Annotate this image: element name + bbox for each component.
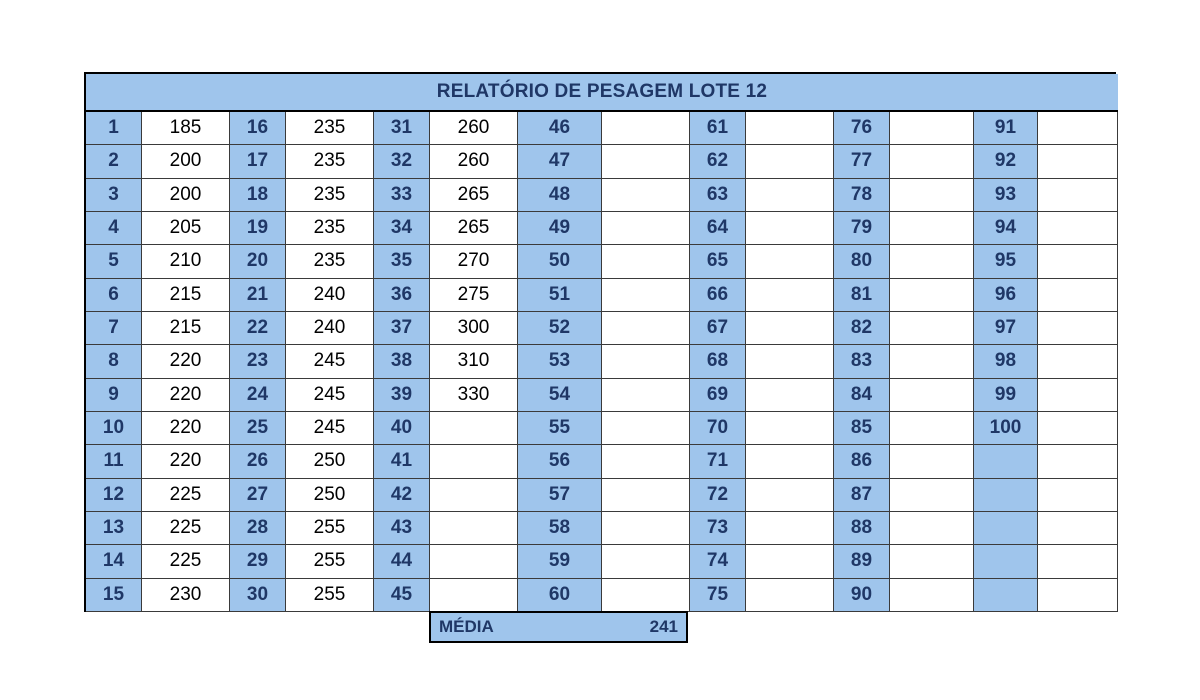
animal-number-cell: 16: [230, 112, 286, 145]
weight-value-cell: [1038, 212, 1118, 245]
weight-value-cell: [746, 579, 834, 612]
weight-value-cell: [602, 379, 690, 412]
animal-number-cell: 96: [974, 279, 1038, 312]
average-summary: [429, 611, 688, 643]
weight-value-cell: [746, 145, 834, 178]
weight-value-cell: 235: [286, 212, 374, 245]
animal-number-cell: 5: [86, 245, 142, 278]
weight-value-cell: 215: [142, 279, 230, 312]
animal-number-cell: 27: [230, 479, 286, 512]
weight-value-cell: [1038, 345, 1118, 378]
animal-number-cell: 78: [834, 179, 890, 212]
weight-value-cell: [1038, 379, 1118, 412]
weight-value-cell: [430, 445, 518, 478]
animal-number-cell: 17: [230, 145, 286, 178]
weight-value-cell: 255: [286, 579, 374, 612]
weight-value-cell: [890, 345, 974, 378]
animal-number-cell: 69: [690, 379, 746, 412]
animal-number-cell: 13: [86, 512, 142, 545]
animal-number-cell: 22: [230, 312, 286, 345]
animal-number-cell: 49: [518, 212, 602, 245]
weight-value-cell: [430, 412, 518, 445]
weight-value-cell: [1038, 145, 1118, 178]
animal-number-cell: 100: [974, 412, 1038, 445]
animal-number-cell: 46: [518, 112, 602, 145]
weight-value-cell: [890, 212, 974, 245]
animal-number-cell: 65: [690, 245, 746, 278]
weight-value-cell: 300: [430, 312, 518, 345]
weight-value-cell: [890, 445, 974, 478]
animal-number-cell: 52: [518, 312, 602, 345]
weight-value-cell: 200: [142, 179, 230, 212]
weight-value-cell: 235: [286, 145, 374, 178]
weight-value-cell: 265: [430, 212, 518, 245]
weight-value-cell: 240: [286, 279, 374, 312]
animal-number-cell: 61: [690, 112, 746, 145]
animal-number-cell: 30: [230, 579, 286, 612]
animal-number-cell: 8: [86, 345, 142, 378]
animal-number-cell: 4: [86, 212, 142, 245]
weight-value-cell: [746, 545, 834, 578]
weight-value-cell: [602, 245, 690, 278]
weight-value-cell: [746, 279, 834, 312]
animal-number-cell: 32: [374, 145, 430, 178]
animal-number-cell: 21: [230, 279, 286, 312]
weight-value-cell: [890, 312, 974, 345]
weight-value-cell: [430, 512, 518, 545]
weight-value-cell: [602, 479, 690, 512]
weight-value-cell: 265: [430, 179, 518, 212]
weight-value-cell: [890, 145, 974, 178]
weight-value-cell: [890, 512, 974, 545]
weight-value-cell: [430, 479, 518, 512]
animal-number-cell: 20: [230, 245, 286, 278]
animal-number-cell: 33: [374, 179, 430, 212]
animal-number-cell: 15: [86, 579, 142, 612]
animal-number-cell: 92: [974, 145, 1038, 178]
animal-number-cell: 44: [374, 545, 430, 578]
weight-value-cell: [746, 445, 834, 478]
animal-number-cell: 3: [86, 179, 142, 212]
animal-number-cell: 40: [374, 412, 430, 445]
weight-value-cell: [746, 379, 834, 412]
weight-value-cell: [890, 112, 974, 145]
animal-number-cell: 74: [690, 545, 746, 578]
animal-number-cell: 88: [834, 512, 890, 545]
average-value: 241: [649, 617, 678, 636]
weighing-report-table: [84, 72, 1116, 612]
weight-value-cell: [1038, 279, 1118, 312]
weight-value-cell: [890, 245, 974, 278]
weight-value-cell: 225: [142, 545, 230, 578]
weight-value-cell: [1038, 445, 1118, 478]
animal-number-cell: 81: [834, 279, 890, 312]
animal-number-cell: 89: [834, 545, 890, 578]
animal-number-cell: 60: [518, 579, 602, 612]
animal-number-cell: 97: [974, 312, 1038, 345]
weight-value-cell: [1038, 412, 1118, 445]
animal-number-cell: 34: [374, 212, 430, 245]
weight-value-cell: [1038, 579, 1118, 612]
animal-number-cell: 71: [690, 445, 746, 478]
animal-number-cell: 76: [834, 112, 890, 145]
animal-number-cell: 35: [374, 245, 430, 278]
weight-value-cell: 245: [286, 412, 374, 445]
weight-value-cell: 255: [286, 512, 374, 545]
animal-number-cell: 24: [230, 379, 286, 412]
weight-value-cell: [746, 245, 834, 278]
animal-number-cell: 70: [690, 412, 746, 445]
weight-value-cell: [746, 312, 834, 345]
weight-value-cell: 250: [286, 445, 374, 478]
report-title: RELATÓRIO DE PESAGEM LOTE 12: [86, 74, 1118, 112]
animal-number-cell: 82: [834, 312, 890, 345]
weight-value-cell: 275: [430, 279, 518, 312]
weight-value-cell: [890, 479, 974, 512]
weight-value-cell: [602, 112, 690, 145]
weight-value-cell: [1038, 545, 1118, 578]
weight-value-cell: 245: [286, 345, 374, 378]
animal-number-cell: 68: [690, 345, 746, 378]
animal-number-cell: 95: [974, 245, 1038, 278]
weight-value-cell: [1038, 512, 1118, 545]
weight-value-cell: [746, 112, 834, 145]
weight-value-cell: [746, 479, 834, 512]
animal-number-cell: 12: [86, 479, 142, 512]
weight-value-cell: 205: [142, 212, 230, 245]
weight-value-cell: [602, 179, 690, 212]
animal-number-cell: 62: [690, 145, 746, 178]
weight-value-cell: 220: [142, 412, 230, 445]
animal-number-cell: 36: [374, 279, 430, 312]
animal-number-cell: 47: [518, 145, 602, 178]
weight-value-cell: 270: [430, 245, 518, 278]
weight-value-cell: 215: [142, 312, 230, 345]
weight-value-cell: 260: [430, 145, 518, 178]
weight-value-cell: [1038, 179, 1118, 212]
weight-value-cell: 255: [286, 545, 374, 578]
animal-number-cell: 64: [690, 212, 746, 245]
animal-number-cell: [974, 445, 1038, 478]
animal-number-cell: 59: [518, 545, 602, 578]
animal-number-cell: 72: [690, 479, 746, 512]
animal-number-cell: 50: [518, 245, 602, 278]
animal-number-cell: 2: [86, 145, 142, 178]
animal-number-cell: 7: [86, 312, 142, 345]
weight-value-cell: [430, 579, 518, 612]
weight-value-cell: [602, 412, 690, 445]
animal-number-cell: 55: [518, 412, 602, 445]
weight-value-cell: 220: [142, 379, 230, 412]
weight-value-cell: 240: [286, 312, 374, 345]
weight-value-cell: 210: [142, 245, 230, 278]
animal-number-cell: 94: [974, 212, 1038, 245]
animal-number-cell: 83: [834, 345, 890, 378]
animal-number-cell: 77: [834, 145, 890, 178]
animal-number-cell: 10: [86, 412, 142, 445]
animal-number-cell: 45: [374, 579, 430, 612]
animal-number-cell: 67: [690, 312, 746, 345]
weight-value-cell: [1038, 479, 1118, 512]
animal-number-cell: 90: [834, 579, 890, 612]
average-label: MÉDIA: [439, 617, 494, 636]
animal-number-cell: 18: [230, 179, 286, 212]
weight-value-cell: 235: [286, 179, 374, 212]
weight-value-cell: [602, 212, 690, 245]
animal-number-cell: 98: [974, 345, 1038, 378]
weight-value-cell: [746, 212, 834, 245]
animal-number-cell: 14: [86, 545, 142, 578]
animal-number-cell: 11: [86, 445, 142, 478]
animal-number-cell: 99: [974, 379, 1038, 412]
weight-value-cell: [602, 279, 690, 312]
weight-value-cell: [890, 379, 974, 412]
animal-number-cell: 38: [374, 345, 430, 378]
weight-value-cell: [602, 345, 690, 378]
animal-number-cell: [974, 579, 1038, 612]
animal-number-cell: 39: [374, 379, 430, 412]
animal-number-cell: 87: [834, 479, 890, 512]
weight-value-cell: 220: [142, 445, 230, 478]
weight-value-cell: 235: [286, 112, 374, 145]
animal-number-cell: 73: [690, 512, 746, 545]
animal-number-cell: 9: [86, 379, 142, 412]
weight-value-cell: 225: [142, 512, 230, 545]
animal-number-cell: 28: [230, 512, 286, 545]
animal-number-cell: 37: [374, 312, 430, 345]
weight-value-cell: [1038, 312, 1118, 345]
weight-value-cell: 235: [286, 245, 374, 278]
animal-number-cell: 85: [834, 412, 890, 445]
weight-value-cell: [746, 412, 834, 445]
animal-number-cell: 51: [518, 279, 602, 312]
weight-value-cell: [1038, 245, 1118, 278]
weight-value-cell: 310: [430, 345, 518, 378]
animal-number-cell: 79: [834, 212, 890, 245]
weight-value-cell: [890, 579, 974, 612]
animal-number-cell: 31: [374, 112, 430, 145]
weight-value-cell: 330: [430, 379, 518, 412]
animal-number-cell: 91: [974, 112, 1038, 145]
animal-number-cell: 93: [974, 179, 1038, 212]
weight-value-cell: 230: [142, 579, 230, 612]
weight-value-cell: [890, 412, 974, 445]
animal-number-cell: 23: [230, 345, 286, 378]
weight-value-cell: [602, 512, 690, 545]
animal-number-cell: 42: [374, 479, 430, 512]
animal-number-cell: 41: [374, 445, 430, 478]
animal-number-cell: 19: [230, 212, 286, 245]
weight-value-cell: [602, 445, 690, 478]
weight-value-cell: [746, 345, 834, 378]
animal-number-cell: 84: [834, 379, 890, 412]
animal-number-cell: 48: [518, 179, 602, 212]
animal-number-cell: [974, 545, 1038, 578]
weight-value-cell: [430, 545, 518, 578]
weight-value-cell: [602, 312, 690, 345]
animal-number-cell: 54: [518, 379, 602, 412]
animal-number-cell: 6: [86, 279, 142, 312]
weight-value-cell: [890, 545, 974, 578]
weight-value-cell: 185: [142, 112, 230, 145]
animal-number-cell: 56: [518, 445, 602, 478]
weight-value-cell: [1038, 112, 1118, 145]
weight-value-cell: 250: [286, 479, 374, 512]
weight-value-cell: [746, 179, 834, 212]
animal-number-cell: 57: [518, 479, 602, 512]
animal-number-cell: 80: [834, 245, 890, 278]
animal-number-cell: 75: [690, 579, 746, 612]
weight-value-cell: [890, 279, 974, 312]
animal-number-cell: 29: [230, 545, 286, 578]
weight-value-cell: 200: [142, 145, 230, 178]
weight-value-cell: [746, 512, 834, 545]
weight-value-cell: 260: [430, 112, 518, 145]
animal-number-cell: 63: [690, 179, 746, 212]
animal-number-cell: 43: [374, 512, 430, 545]
weight-value-cell: 220: [142, 345, 230, 378]
weight-value-cell: 245: [286, 379, 374, 412]
animal-number-cell: 66: [690, 279, 746, 312]
weight-value-cell: [602, 145, 690, 178]
animal-number-cell: [974, 479, 1038, 512]
animal-number-cell: 25: [230, 412, 286, 445]
animal-number-cell: 58: [518, 512, 602, 545]
weight-value-cell: 225: [142, 479, 230, 512]
animal-number-cell: 53: [518, 345, 602, 378]
animal-number-cell: 1: [86, 112, 142, 145]
animal-number-cell: 86: [834, 445, 890, 478]
weight-value-cell: [602, 579, 690, 612]
weight-value-cell: [602, 545, 690, 578]
animal-number-cell: [974, 512, 1038, 545]
weight-value-cell: [890, 179, 974, 212]
animal-number-cell: 26: [230, 445, 286, 478]
